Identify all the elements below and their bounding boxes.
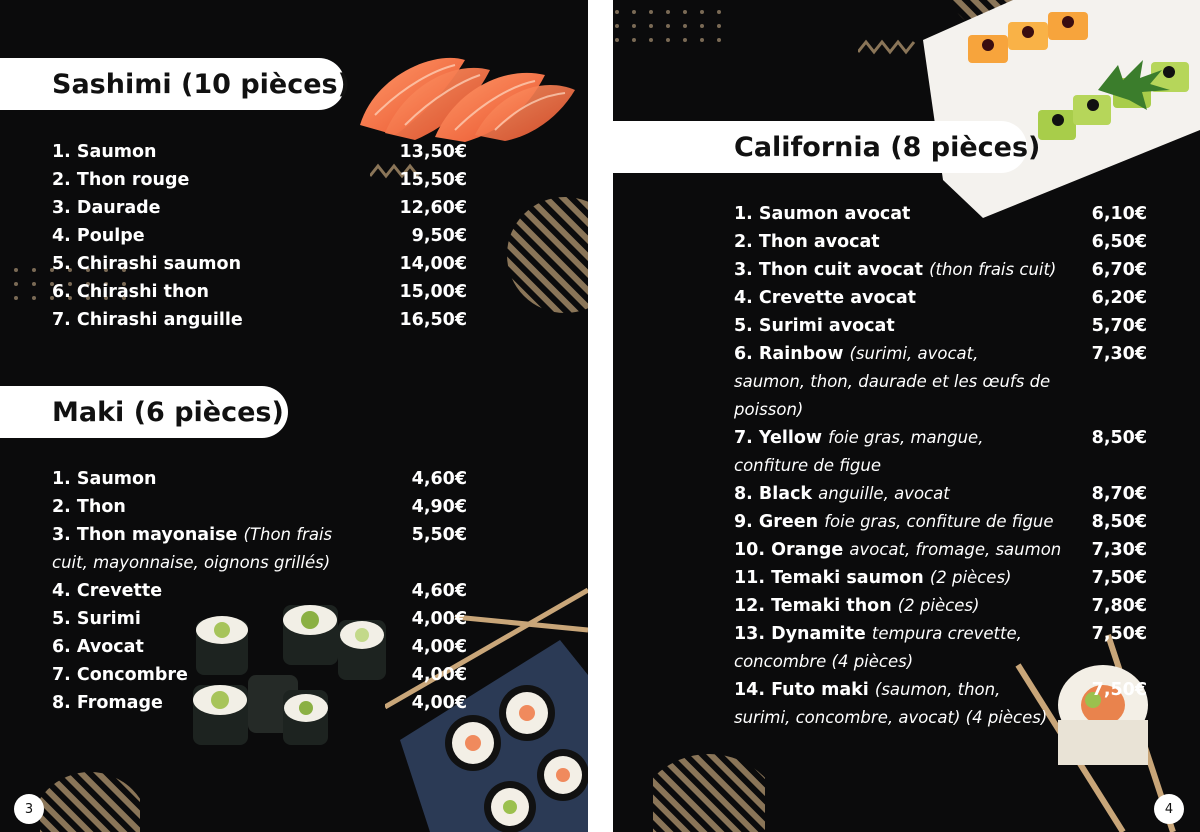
item-name-with-desc: [734, 676, 1054, 732]
menu-item: [52, 661, 467, 689]
item-price: 15,00€: [399, 282, 467, 302]
menu-item: [734, 312, 1147, 340]
menu-item: [734, 564, 1147, 592]
sashimi-section-header: [0, 58, 350, 110]
item-name: 2. Thon avocat: [734, 232, 880, 252]
item-price: 6,50€: [1091, 232, 1147, 252]
item-name: 4. Crevette: [52, 581, 163, 601]
item-price: 5,70€: [1091, 316, 1147, 336]
item-name: 2. Thon: [52, 497, 126, 517]
item-price: 14,00€: [399, 254, 467, 274]
item-name: 1. Saumon avocat: [734, 204, 911, 224]
item-description: foie gras, mangue, confiture de figue: [734, 428, 984, 475]
item-price: 7,30€: [1091, 344, 1147, 364]
menu-item: [52, 306, 467, 334]
menu-item: [734, 284, 1147, 312]
menu-item: [52, 222, 467, 250]
maki-list: [52, 465, 467, 717]
menu-page-right: [613, 0, 1200, 832]
item-price: 7,50€: [1091, 680, 1147, 700]
item-description: (surimi, avocat, saumon, thon, daurade et les œufs de poisson): [734, 344, 1051, 419]
item-description: (saumon, thon, surimi, concombre, avocat) (4 pièces): [734, 680, 1048, 727]
item-price: 7,50€: [1091, 624, 1147, 644]
item-price: 4,60€: [411, 469, 467, 489]
menu-item: [52, 250, 467, 278]
zigzag-decoration: [858, 38, 918, 56]
menu-item: [734, 424, 1147, 480]
item-price: 4,00€: [411, 665, 467, 685]
item-name: 5. Chirashi saumon: [52, 254, 242, 274]
item-name: 4. Poulpe: [52, 226, 145, 246]
item-price: 4,00€: [411, 609, 467, 629]
menu-item: [52, 633, 467, 661]
item-name: 9. Green: [734, 512, 819, 532]
item-price: 5,50€: [411, 525, 467, 545]
menu-item: [52, 465, 467, 493]
item-description: tempura crevette, concombre (4 pièces): [734, 624, 1022, 671]
menu-item: [734, 508, 1147, 536]
item-name-with-desc: [52, 521, 352, 577]
maki-section-header: [0, 386, 288, 438]
item-price: 4,90€: [411, 497, 467, 517]
striped-circle-bottom-decoration: [40, 770, 140, 832]
menu-item: [52, 278, 467, 306]
menu-item: [52, 166, 467, 194]
item-name: 8. Fromage: [52, 693, 163, 713]
item-name: 4. Crevette avocat: [734, 288, 917, 308]
item-description: foie gras, confiture de figue: [824, 512, 1054, 531]
item-price: 8,50€: [1091, 512, 1147, 532]
item-description: avocat, fromage, saumon: [849, 540, 1062, 559]
item-name: 10. Orange: [734, 540, 844, 560]
menu-item: [734, 256, 1147, 284]
item-price: 9,50€: [411, 226, 467, 246]
item-price: 6,70€: [1091, 260, 1147, 280]
menu-item: [734, 480, 1147, 508]
item-name-with-desc: [734, 620, 1054, 676]
item-name: 7. Yellow: [734, 428, 823, 448]
item-name: 8. Black: [734, 484, 813, 504]
item-price: 4,60€: [411, 581, 467, 601]
item-name-with-desc: [734, 256, 1092, 284]
item-description: anguille, avocat: [818, 484, 950, 503]
maki-title: Maki (6 pièces): [52, 396, 284, 428]
menu-item: [734, 200, 1147, 228]
item-name: 5. Surimi avocat: [734, 316, 895, 336]
item-name-with-desc: [734, 592, 1092, 620]
page-number-badge: 3: [14, 794, 44, 824]
item-name-with-desc: [734, 480, 1092, 508]
menu-item: [52, 605, 467, 633]
salmon-sashimi-image: [355, 45, 580, 145]
menu-item: [52, 194, 467, 222]
item-name: 7. Chirashi anguille: [52, 310, 243, 330]
item-name-with-desc: [734, 536, 1092, 564]
sashimi-list: [52, 138, 467, 334]
striped-circle-bottom-decoration: [653, 752, 765, 832]
menu-item: [734, 592, 1147, 620]
item-name: 14. Futo maki: [734, 680, 869, 700]
item-name: 13. Dynamite: [734, 624, 866, 644]
menu-page-left: [0, 0, 588, 832]
item-name: 7. Concombre: [52, 665, 188, 685]
item-price: 8,50€: [1091, 428, 1147, 448]
item-price: 6,20€: [1091, 288, 1147, 308]
california-title: California (8 pièces): [734, 131, 1041, 163]
item-price: 4,00€: [411, 693, 467, 713]
striped-circle-decoration: [505, 195, 588, 315]
item-description: (2 pièces): [897, 596, 980, 615]
menu-item: [52, 689, 467, 717]
item-price: 6,10€: [1091, 204, 1147, 224]
item-name: 2. Thon rouge: [52, 170, 190, 190]
sashimi-title: Sashimi (10 pièces): [52, 68, 350, 100]
menu-item: [734, 620, 1147, 676]
menu-item: [734, 536, 1147, 564]
item-price: 15,50€: [399, 170, 467, 190]
item-name: 1. Saumon: [52, 469, 157, 489]
menu-item: [734, 676, 1147, 732]
item-name: 6. Rainbow: [734, 344, 844, 364]
item-price: 13,50€: [399, 142, 467, 162]
menu-item: [52, 521, 467, 577]
item-price: 7,30€: [1091, 540, 1147, 560]
item-price: 12,60€: [399, 198, 467, 218]
item-price: 7,80€: [1091, 596, 1147, 616]
california-list: [734, 200, 1147, 732]
menu-item: [52, 493, 467, 521]
item-name-with-desc: [734, 564, 1092, 592]
item-name: 11. Temaki saumon: [734, 568, 924, 588]
item-name: 3. Daurade: [52, 198, 161, 218]
menu-item: [734, 340, 1147, 424]
item-name-with-desc: [734, 508, 1092, 536]
item-name: 12. Temaki thon: [734, 596, 892, 616]
item-description: (thon frais cuit): [929, 260, 1057, 279]
menu-item: [734, 228, 1147, 256]
page-number-badge: 4: [1154, 794, 1184, 824]
item-name: 6. Chirashi thon: [52, 282, 209, 302]
item-price: 4,00€: [411, 637, 467, 657]
item-name: 3. Thon mayonaise: [52, 525, 238, 545]
item-price: 16,50€: [399, 310, 467, 330]
item-name: 3. Thon cuit avocat: [734, 260, 923, 280]
item-name: 6. Avocat: [52, 637, 144, 657]
item-name-with-desc: [734, 340, 1054, 424]
sushi-platter-image: [923, 0, 1200, 220]
item-price: 8,70€: [1091, 484, 1147, 504]
item-price: 7,50€: [1091, 568, 1147, 588]
dot-grid-decoration: [615, 10, 721, 42]
item-name: 1. Saumon: [52, 142, 157, 162]
menu-item: [52, 577, 467, 605]
menu-item: [52, 138, 467, 166]
california-section-header: [613, 121, 1041, 173]
item-name: 5. Surimi: [52, 609, 141, 629]
item-name-with-desc: [734, 424, 994, 480]
item-description: (Thon frais cuit, mayonnaise, oignons grillés): [52, 525, 333, 572]
item-description: (2 pièces): [929, 568, 1012, 587]
